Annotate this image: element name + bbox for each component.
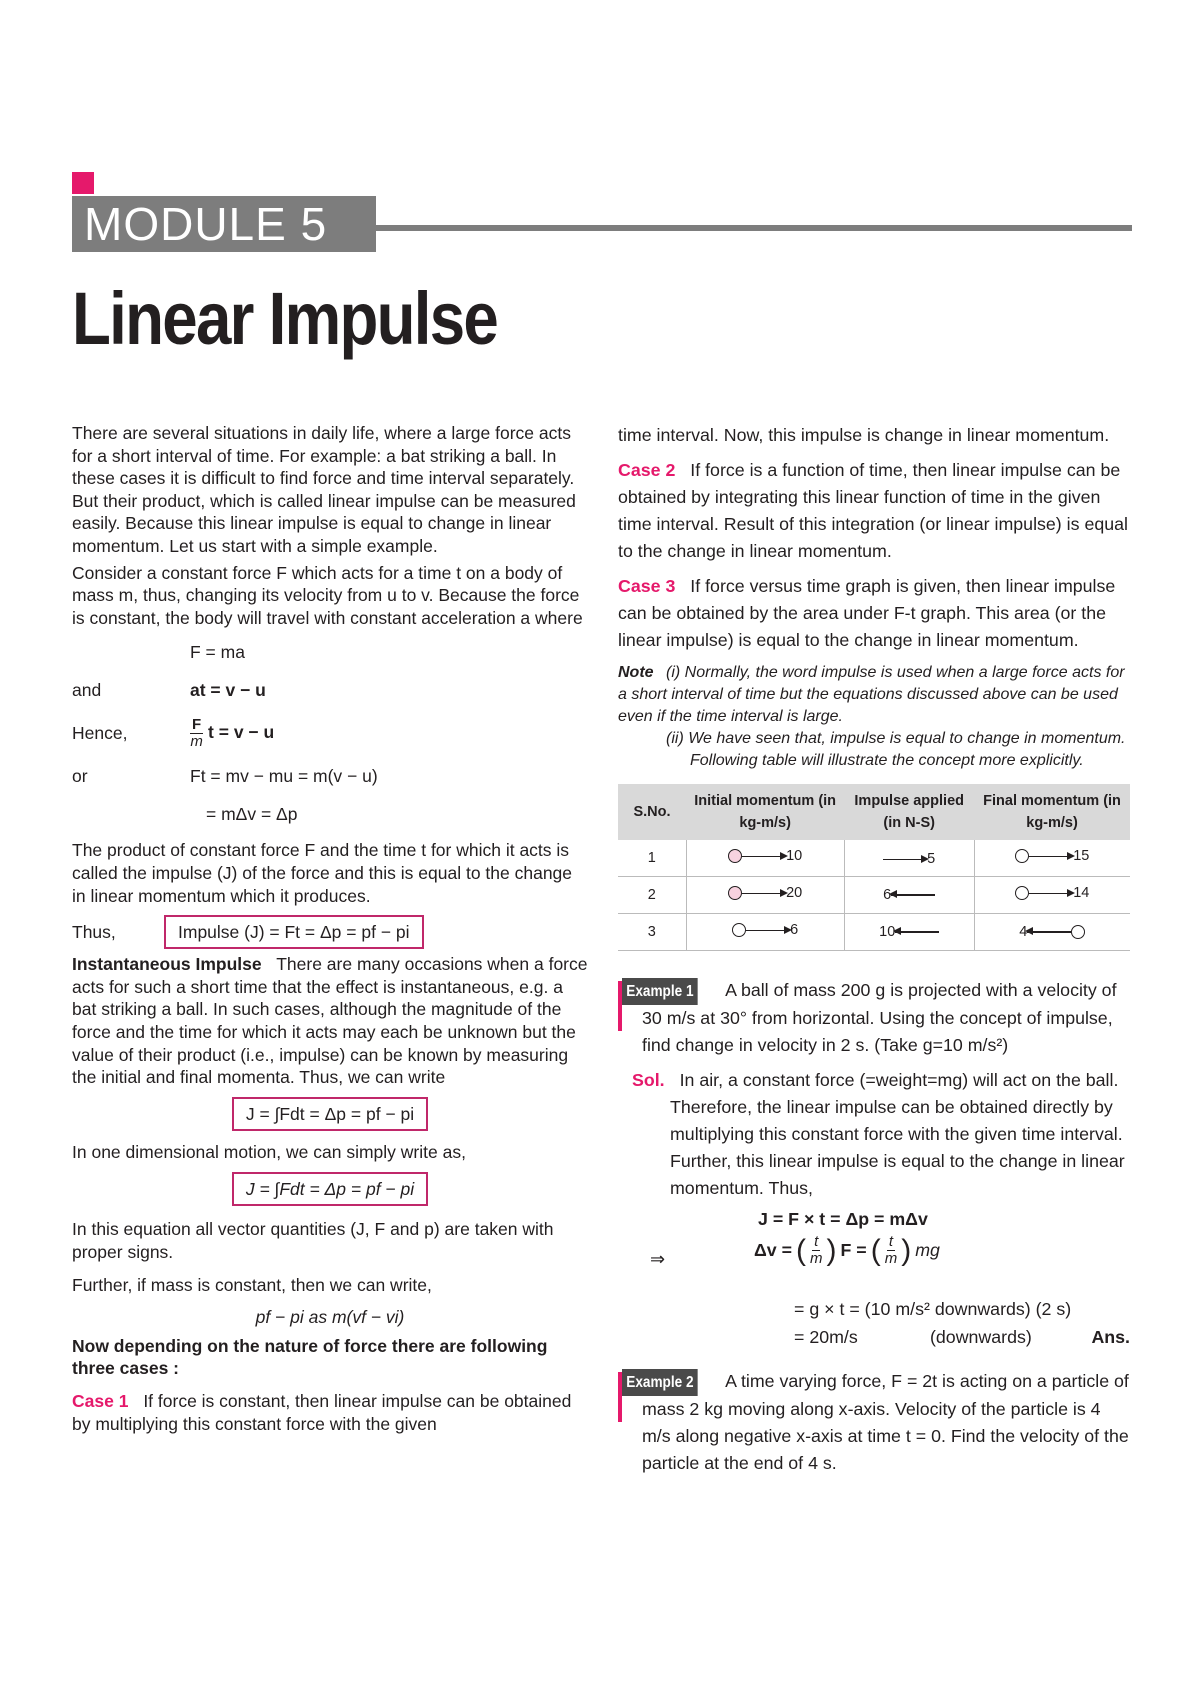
equation-rest: t = v − u [208, 721, 275, 742]
module-marker [72, 172, 94, 194]
equation: = mΔv = Δp [206, 804, 298, 825]
solution-derivation [618, 1206, 1130, 1356]
equation: F = ma [190, 642, 245, 663]
body-dot-icon [1015, 886, 1029, 900]
module-rule [376, 225, 1132, 231]
left-arrow-icon [895, 931, 939, 933]
case-1-label: Case 1 [72, 1391, 129, 1412]
table-row [618, 877, 1130, 914]
further-text: Further, if mass is constant, then we can write, [72, 1274, 432, 1295]
continuation-text: time interval. Now, this impulse is change in linear momentum. [618, 425, 1110, 445]
paren-close: ) [826, 1233, 837, 1267]
solution [618, 1067, 1130, 1202]
impulse-arrow [879, 919, 939, 946]
consider-paragraph: Consider a constant force F which acts for a time t on a body of mass m, thus, changing its velocity from u to v. Because the force is constant, the body will travel with constant acceleration a where [72, 562, 583, 628]
integral-box-wrap [72, 1097, 588, 1132]
table-header: Impulse applied (in N-S) [844, 784, 974, 840]
body-dot-icon [1015, 849, 1029, 863]
fraction-numerator: t [888, 1233, 894, 1250]
integral-impulse-box: J = ∫Fdt = Δp = pf − pi [232, 1097, 428, 1132]
right-arrow-icon [1029, 893, 1073, 895]
equation-label: and [72, 680, 102, 701]
table-row [618, 840, 1130, 877]
intro-paragraph: There are several situations in daily life, where a large force acts for a short interval of time. For example: a bat striking a ball. In these cases it is difficult to find force and time interval separately. But their product, which is called linear impulse can be measured easily. Because this linear impulse is equal to change in linear momentum. Let us start with a simple example. [72, 423, 576, 556]
fraction-denominator: m [810, 1250, 823, 1267]
product-paragraph: The product of constant force F and the time t for which it acts is called the impulse (J) of the force and this is equal to the change in linear momentum which it produces. [72, 840, 573, 906]
derivation-line-4: = 20m/s [794, 1327, 858, 1347]
arrow-value: 6 [883, 886, 892, 903]
case-2-text: If force is a function of time, then linear impulse can be obtained by integrating this linear function of time in the given time interval. Result of this integration (or linear impulse) is equal to the change in linear momentum. [618, 460, 1128, 561]
mg-term: mg [915, 1240, 940, 1260]
left-column [72, 422, 588, 1439]
initial-momentum-arrow [732, 917, 798, 944]
equation: at = v − u [190, 680, 266, 701]
arrow-value: 5 [927, 850, 936, 867]
note-block [618, 662, 1130, 772]
fraction-numerator: t [814, 1233, 819, 1250]
fraction [190, 717, 203, 750]
table-row [618, 914, 1130, 951]
example-1-text-wrap [626, 977, 1130, 1059]
force-term: F = [840, 1240, 867, 1260]
instantaneous-heading: Instantaneous Impulse [72, 954, 262, 975]
example-2-badge: Example 2 [622, 1369, 698, 1396]
equation-row [72, 671, 588, 709]
impulse-arrow [883, 846, 935, 873]
note-i-text: (i) Normally, the word impulse is used when a large force acts for a short interval of time but the equations discussed above can be used even if the time interval is large. [618, 664, 1125, 725]
momentum-table [618, 784, 1130, 951]
table-header: Final momentum (in kg-m/s) [974, 784, 1130, 840]
example-1-badge: Example 1 [622, 978, 698, 1005]
chapter-title: Linear Impulse [72, 277, 498, 360]
equation-label: Thus, [72, 921, 116, 942]
integral-box-wrap [72, 1172, 588, 1207]
example-1-text: A ball of mass 200 g is projected with a velocity of 30 m/s at 30° from horizontal. Using the concept of impulse, find change in velocity in 2 s. (Take g=10 m/s²) [642, 980, 1117, 1055]
example-2 [618, 1368, 1130, 1477]
right-arrow-icon [746, 930, 790, 932]
paren-open: ( [796, 1233, 806, 1267]
example-1 [618, 977, 1130, 1059]
arrow-value: 15 [1073, 847, 1090, 864]
right-arrow-icon [883, 859, 927, 861]
right-arrow-icon [742, 893, 786, 895]
row-number: 1 [618, 840, 686, 877]
right-arrow-icon [1029, 856, 1073, 858]
solution-label: Sol. [632, 1070, 665, 1090]
implies-symbol: ⇒ [650, 1249, 665, 1269]
row-number: 2 [618, 877, 686, 914]
arrow-value: 10 [786, 847, 803, 864]
derivation-line-2 [754, 1234, 940, 1267]
equation-row [72, 633, 588, 671]
table-header: Initial momentum (in kg-m/s) [686, 784, 844, 840]
case-3-label: Case 3 [618, 576, 676, 596]
case-1 [72, 1390, 588, 1435]
note-ii-text: (ii) We have seen that, impulse is equal to change in momentum. Following table will illustrate the concept more explicitly. [666, 730, 1126, 769]
paren-open: ( [870, 1233, 881, 1267]
arrow-value: 4 [1019, 923, 1028, 940]
fraction [810, 1234, 823, 1267]
note-item-i [618, 662, 1130, 728]
equation [190, 717, 588, 750]
case-1-text: If force is constant, then linear impulse can be obtained by multiplying this constant force with the given [72, 1391, 572, 1434]
equation-label: or [72, 766, 88, 787]
body-dot-icon [728, 849, 742, 863]
final-momentum-arrow [1015, 880, 1089, 907]
fraction-denominator: m [190, 732, 203, 750]
arrow-value: 14 [1073, 884, 1090, 901]
case-3 [618, 573, 1130, 654]
body-dot-icon [732, 923, 746, 937]
delta-v-lhs: Δv = [754, 1240, 792, 1260]
initial-momentum-arrow [728, 843, 802, 870]
direction-label: (downwards) [930, 1327, 1032, 1347]
case-2 [618, 457, 1130, 565]
equation: Ft = mv − mu = m(v − u) [190, 766, 378, 787]
equation-row [72, 709, 588, 757]
right-column [618, 422, 1130, 1481]
one-dim-text: In one dimensional motion, we can simply write as, [72, 1142, 466, 1163]
impulse-definition-box: Impulse (J) = Ft = Δp = pf − pi [164, 915, 424, 950]
case-3-text: If force versus time graph is given, then linear impulse can be obtained by the area under F-t graph. This area (or the linear impulse) is equal to the change in linear momentum. [618, 576, 1116, 650]
example-2-text: A time varying force, F = 2t is acting on a particle of mass 2 kg moving along x-axis. Velocity of the particle is 4 m/s along negative x-axis at time t = 0. Find the velocity of the particle at the end of 4 s. [642, 1371, 1129, 1473]
fraction [885, 1234, 898, 1267]
equation-row [72, 795, 588, 833]
table-header-row [618, 784, 1130, 840]
final-momentum-arrow [1019, 919, 1085, 946]
derivation-line-1: J = F × t = Δp = mΔv [758, 1209, 928, 1229]
instantaneous-text: There are many occasions when a force acts for such a short time that the effect is instantaneous, e.g. a bat striking a ball. In such cases, although the magnitude of the force and the time for which it acts may each be unknown but the value of their product (i.e., impulse) can be known by measuring the initial and final momenta. Thus, we can write [72, 954, 588, 1088]
fraction-denominator: m [884, 1250, 898, 1267]
solution-text: In air, a constant force (=weight=mg) will act on the ball. Therefore, the linear impulse can be obtained directly by multiplying this constant force with the given time interval. Further, this linear impulse is equal to the change in linear momentum. Thus, [670, 1070, 1125, 1198]
arrow-value: 10 [879, 923, 896, 940]
scalar-impulse-box: J = ∫Fdt = Δp = pf − pi [232, 1172, 428, 1207]
body-dot-icon [1071, 925, 1085, 939]
module-label: MODULE 5 [72, 196, 376, 252]
case-2-label: Case 2 [618, 460, 676, 480]
answer-label: Ans. [1091, 1327, 1130, 1347]
instantaneous-paragraph [72, 953, 588, 1089]
example-2-text-wrap [626, 1368, 1130, 1477]
body-dot-icon [728, 886, 742, 900]
equation-label: Hence, [72, 723, 128, 744]
fraction-numerator: F [192, 715, 202, 733]
initial-momentum-arrow [728, 880, 802, 907]
signs-text: In this equation all vector quantities (J, F and p) are taken with proper signs. [72, 1219, 554, 1263]
row-number: 3 [618, 914, 686, 951]
table-header: S.No. [618, 784, 686, 840]
arrow-value: 6 [790, 921, 799, 938]
right-arrow-icon [742, 856, 786, 858]
impulse-arrow [883, 882, 935, 909]
final-momentum-arrow [1015, 843, 1089, 870]
note-item-ii [618, 728, 1130, 772]
arrow-value: 20 [786, 884, 803, 901]
paren-close: ) [901, 1233, 912, 1267]
impulse-definition-row [72, 911, 588, 953]
mass-constant-equation: pf − pi as m(vf − vi) [255, 1307, 405, 1328]
left-arrow-icon [891, 894, 935, 896]
note-heading: Note [618, 664, 654, 681]
three-cases-text: Now depending on the nature of force there are following three cases : [72, 1335, 548, 1379]
derivation-line-3: = g × t = (10 m/s² downwards) (2 s) [794, 1299, 1072, 1319]
left-arrow-icon [1027, 931, 1071, 933]
equation-row [72, 757, 588, 795]
